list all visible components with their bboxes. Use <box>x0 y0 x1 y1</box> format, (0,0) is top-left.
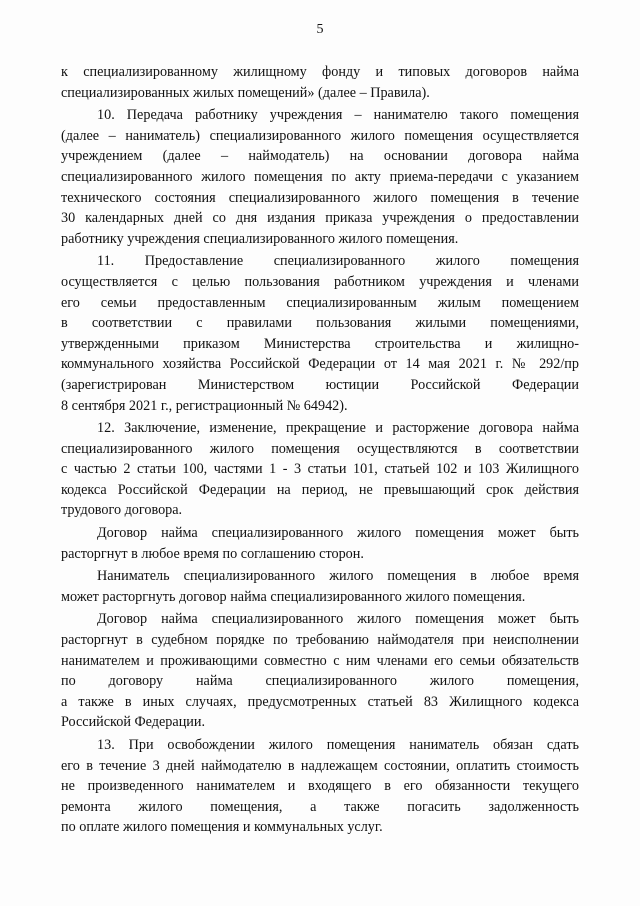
text-line: 30 календарных дней со дня издания приказа учреждения о предоставлении <box>61 210 579 227</box>
text-line: (далее – наниматель) специализированного жилого помещения осуществляется <box>61 127 579 144</box>
text-line: по оплате жилого помещения и коммунальных услуг. <box>61 819 383 836</box>
text-line: Российской Федерации. <box>61 714 206 731</box>
paragraph-11 <box>61 251 579 416</box>
paragraph-continuation <box>61 62 579 103</box>
page-number: 5 <box>316 22 324 37</box>
paragraph-13 <box>61 735 579 838</box>
text-line: Договор найма специализированного жилого помещения может быть <box>97 611 579 628</box>
text-line: расторгнут в любое время по соглашению сторон. <box>61 545 364 562</box>
text-line: по договору найма специализированного жилого помещения, <box>61 673 579 690</box>
text-line: осуществляется с целью пользования работником учреждения и членами <box>61 273 579 290</box>
text-line: утвержденными приказом Министерства строительства и жилищно- <box>61 335 579 352</box>
text-line: 10. Передача работнику учреждения – нанимателю такого помещения <box>97 107 579 124</box>
text-line: кодекса Российской Федерации на период, не превышающий срок действия <box>61 481 579 498</box>
paragraph-12 <box>61 418 579 521</box>
text-line: 11. Предоставление специализированного жилого помещения <box>97 253 579 270</box>
paragraph-tenant-termination <box>61 566 579 607</box>
text-line: трудового договора. <box>61 502 183 519</box>
document-body <box>61 62 579 840</box>
text-line: 8 сентября 2021 г., регистрационный № 64942). <box>61 397 348 414</box>
text-line: с частью 2 статьи 100, частями 1 - 3 статьи 101, статьей 102 и 103 Жилищного <box>61 461 579 478</box>
text-line: 13. При освобождении жилого помещения наниматель обязан сдать <box>97 737 579 753</box>
text-line: в соответствии с правилами пользования жилыми помещениями, <box>61 315 579 332</box>
text-line: а также в иных случаях, предусмотренных статьей 83 Жилищного кодекса <box>61 693 579 710</box>
paragraph-judicial-termination <box>61 609 579 733</box>
text-line: коммунального хозяйства Российской Федерации от 14 мая 2021 г. № 292/пр <box>61 356 579 373</box>
text-line: работнику учреждения специализированного жилого помещения. <box>61 230 459 247</box>
text-line: нанимателем и проживающими совместно с ним членами его семьи обязательств <box>61 652 579 669</box>
text-line: к специализированному жилищному фонду и типовых договоров найма <box>61 64 579 80</box>
text-line: специализированных жилых помещений» (далее – Правила). <box>61 84 430 101</box>
text-line: его семьи предоставленным специализированным жилым помещением <box>61 294 579 311</box>
text-line: расторгнут в судебном порядке по требованию наймодателя при неисполнении <box>61 632 579 649</box>
text-line: технического состояния специализированного жилого помещения в течение <box>61 189 579 206</box>
text-line: его в течение 3 дней наймодателю в надлежащем состоянии, оплатить стоимость <box>61 757 579 774</box>
text-line: ремонта жилого помещения, а также погасить задолженность <box>61 798 579 815</box>
text-line: (зарегистрирован Министерством юстиции Российской Федерации <box>61 376 579 393</box>
text-line: не произведенного нанимателем и входящего в его обязанности текущего <box>61 778 579 795</box>
text-line: Договор найма специализированного жилого помещения может быть <box>97 525 579 542</box>
text-line: 12. Заключение, изменение, прекращение и расторжение договора найма <box>97 420 579 437</box>
text-line: специализированного жилого помещения по акту приема-передачи с указанием <box>61 168 579 185</box>
text-line: может расторгнуть договор найма специализированного жилого помещения. <box>61 588 526 605</box>
text-line: учреждением (далее – наймодатель) на основании договора найма <box>61 148 579 165</box>
text-line: Наниматель специализированного жилого помещения в любое время <box>97 568 579 585</box>
text-line: специализированного жилого помещения осуществляются в соответствии <box>61 440 579 457</box>
paragraph-termination-agreement <box>61 523 579 564</box>
paragraph-10 <box>61 105 579 249</box>
